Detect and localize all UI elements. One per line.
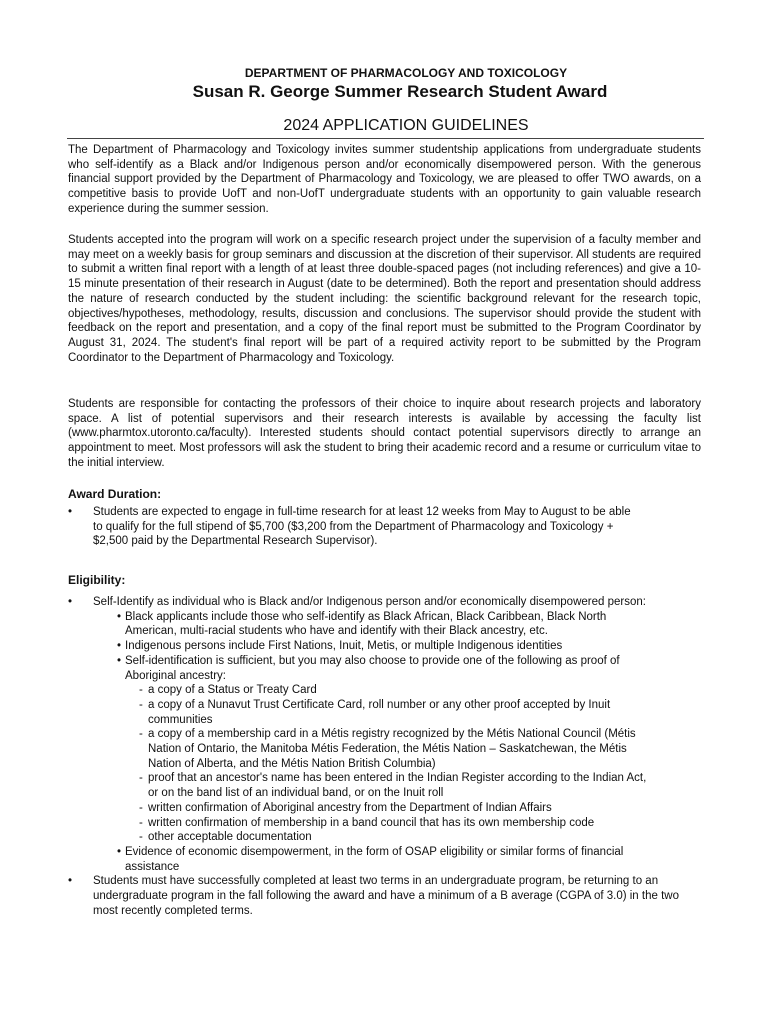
- guidelines-subtitle: 2024 APPLICATION GUIDELINES: [283, 117, 529, 134]
- eligibility-sublist: [93, 610, 653, 875]
- list-item: • Students are expected to engage in full-time research for at least 12 weeks from May to August to be able to qualify for the full stipend of $5,700 ($3,200 from the Department of Pharmacology and Toxicology + $2,500 paid by the Departmental Research Supervisor).: [68, 506, 631, 548]
- list-item: • Self-Identify as individual who is Black and/or Indigenous person and/or economically disempowered person: • Black applicants include those who self-identify as Black African, Black Caribbean, Black North American, multi-racial students who have and identify with their Black ancestry, etc. • Indigenous persons include First Nations, Inuit, Metis, or multiple Indigenous identities • Self-identification is sufficient, but you may also choose to provide one of the following as proof of Aboriginal ancestry: - a copy of a Status or Treaty Card - a copy of a Nunavut Trust Certificate Card, roll number or any other proof accepted by Inuit communities - a copy of a membership card in a Métis registry recognized by the Métis National Council (Métis Nation of Ontario, the Manitoba Métis Federation, the Métis Nation – Saskatchewan, the Métis Nation of Alberta, and the Métis Nation British Columbia) - proof that an ancestor's name has been entered in the Indian Register according to the Indian Act, or on the band list of an individual band, or on the Inuit roll - written confirmation of Aboriginal ancestry from the Department of Indian Affairs - written confirmation of membership in a band council that has its own membership code - other acceptable documentation • Evidence of economic disempowerment, in the form of OSAP eligibility or similar forms of financial assistance: [68, 595, 653, 874]
- list-item: • Indigenous persons include First Nations, Inuit, Metis, or multiple Indigenous identities: [117, 640, 563, 653]
- bullet-icon: •: [117, 654, 122, 667]
- list-item: - a copy of a Nunavut Trust Certificate Card, roll number or any other proof accepted by Inuit communities: [139, 698, 611, 726]
- department-heading: DEPARTMENT OF PHARMACOLOGY AND TOXICOLOGY: [244, 66, 568, 80]
- bullet-icon: •: [68, 506, 73, 518]
- program-paragraph: Students accepted into the program will work on a specific research project under the supervision of a faculty member and may meet on a weekly basis for group seminars and discussion at the discretion of their supervisor. All students are required to submit a written final report with a length of at least three double-spaced pages (not including references) and give a 10-15 minute presentation of their research in August (date to be determined). Both the report and presentation should address the nature of research conducted by the student including: the scientific background relevant for the research topic, objectives/hypotheses, methodology, results, discussion and conclusions. The supervisor should provide the student with feedback on the report and presentation, and a copy of the final report must be submitted to the Program Coordinator by August 31, 2024. The student's final report will be part of a required activity report to be submitted by the Program Coordinator to the Department of Pharmacology and Toxicology.: [68, 234, 701, 364]
- list-item: - a copy of a membership card in a Métis registry recognized by the Métis National Council (Métis Nation of Ontario, the Manitoba Métis Federation, the Métis Nation – Saskatchewan, the Métis Nation of Alberta, and the Métis Nation British Columbia): [139, 728, 636, 770]
- bullet-icon: •: [68, 596, 73, 608]
- contact-paragraph: Students are responsible for contacting the professors of their choice to inquire about research projects and laboratory space. A list of potential supervisors and their research interests is available by accessing the faculty list (www.pharmtox.utoronto.ca/faculty). Interested students should contact potential supervisors directly to arrange an appointment to meet. Most professors will ask the student to bring their academic record and a resume or curriculum vitae to the initial interview.: [68, 398, 701, 469]
- list-item: - written confirmation of Aboriginal ancestry from the Department of Indian Affairs: [139, 801, 552, 814]
- list-item: • Students must have successfully completed at least two terms in an undergraduate program, be returning to an undergraduate program in the fall following the award and have a minimum of a B average (CGPA of 3.0) in the two most recently completed terms.: [68, 875, 679, 917]
- list-item: - written confirmation of membership in a band council that has its own membership code: [139, 816, 595, 829]
- proof-list: [125, 683, 653, 845]
- bullet-icon: •: [117, 640, 122, 653]
- list-item: - a copy of a Status or Treaty Card: [139, 684, 317, 697]
- award-duration-heading: Award Duration:: [68, 487, 162, 501]
- list-item: - other acceptable documentation: [139, 831, 312, 844]
- bullet-icon: •: [117, 610, 122, 623]
- award-title: Susan R. George Summer Research Student Award: [192, 82, 608, 101]
- list-item: - proof that an ancestor's name has been entered in the Indian Register according to the Indian Act, or on the band list of an individual band, or on the Inuit roll: [139, 772, 647, 800]
- eligibility-list: [68, 595, 708, 918]
- bullet-icon: •: [68, 875, 73, 888]
- list-item: • Evidence of economic disempowerment, in the form of OSAP eligibility or similar forms of financial assistance: [117, 845, 624, 873]
- title-divider: [67, 138, 704, 139]
- eligibility-heading: Eligibility:: [68, 573, 126, 587]
- award-duration-list: [68, 505, 708, 549]
- list-item: • Self-identification is sufficient, but you may also choose to provide one of the following as proof of Aboriginal ancestry: - a copy of a Status or Treaty Card - a copy of a Nunavut Trust Certificate Card, roll number or any other proof accepted by Inuit communities - a copy of a membership card in a Métis registry recognized by the Métis National Council (Métis Nation of Ontario, the Manitoba Métis Federation, the Métis Nation – Saskatchewan, the Métis Nation of Alberta, and the Métis Nation British Columbia) - proof that an ancestor's name has been entered in the Indian Register according to the Indian Act, or on the band list of an individual band, or on the Inuit roll - written confirmation of Aboriginal ancestry from the Department of Indian Affairs - written confirmation of membership in a band council that has its own membership code - other acceptable documentation: [117, 654, 653, 845]
- bullet-icon: •: [117, 845, 122, 858]
- list-item: • Black applicants include those who self-identify as Black African, Black Caribbean, Black North American, multi-racial students who have and identify with their Black ancestry, etc.: [117, 610, 607, 638]
- intro-paragraph: The Department of Pharmacology and Toxicology invites summer studentship applications from undergraduate students who self-identify as a Black and/or Indigenous person and/or economically disempowered person. With the generous financial support provided by the Department of Pharmacology and Toxicology, we are pleased to offer TWO awards, on a competitive basis to provide UofT and non-UofT undergraduate students with an opportunity to gain valuable research experience during the summer session.: [68, 144, 701, 215]
